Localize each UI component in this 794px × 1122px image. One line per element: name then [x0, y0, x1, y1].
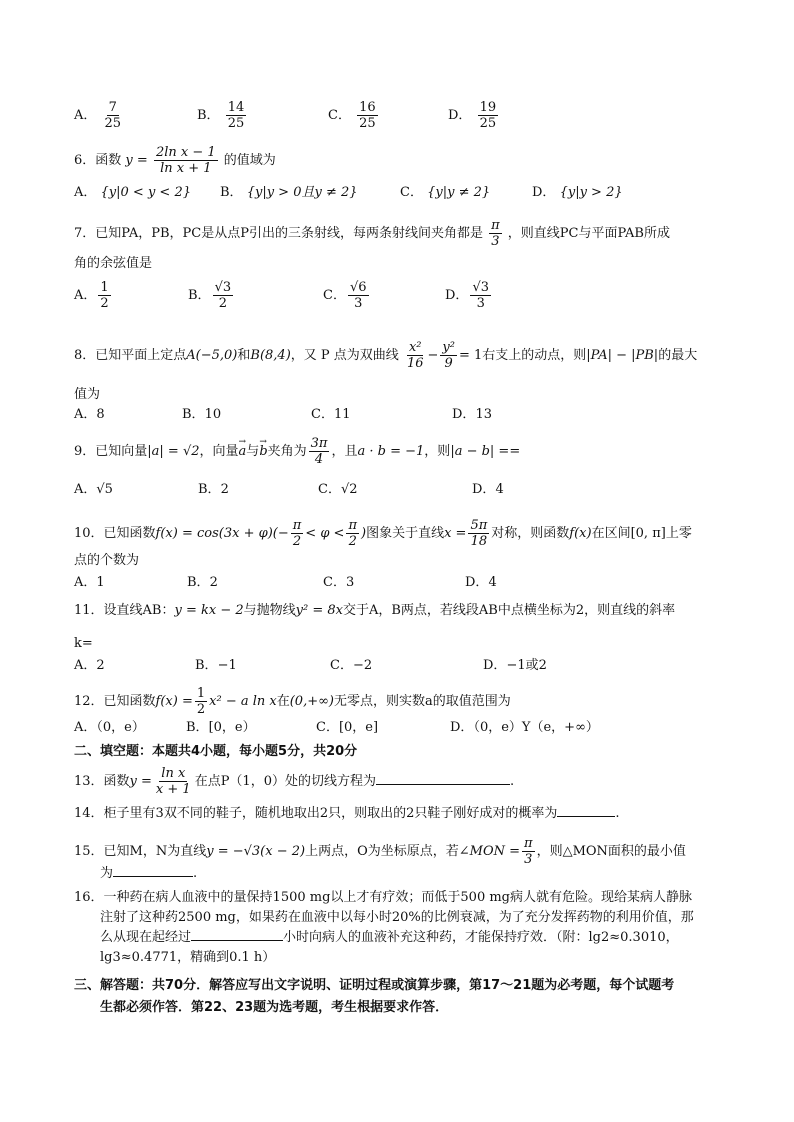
q11-option-c: C．−2	[330, 658, 373, 673]
q7-option-a: A． $\frac{1}{2}$	[74, 280, 109, 311]
q14-answer-blank[interactable]	[557, 816, 615, 817]
q11-stem-line1: 11．设直线AB：y = kx − 2与抛物线y² = 8x交于A，B两点，若线段AB中点横坐标为2，则直线的斜率	[74, 603, 676, 618]
q11-stem-line2: k=	[74, 636, 93, 651]
q7-stem-line1: 7．已知PA，PB，PC是从点P引出的三条射线，每两条射线间夹角都是 $\frac{\pi}{3}$ ，则直线PC与平面PAB所成	[74, 218, 670, 249]
q8-option-c: C．11	[311, 407, 351, 422]
q10-stem-line2: 点的个数为	[74, 553, 140, 568]
q10-option-b: B．2	[187, 575, 218, 590]
q9-option-b: B．2	[198, 482, 229, 497]
q7-option-c: C． $\frac{√6}{3}$	[323, 280, 367, 311]
q10-option-c: C．3	[323, 575, 355, 590]
q15-stem-line1: 15．已知M，N为直线y = −√3(x − 2)上两点，O为坐标原点，若∠MON = $\frac{\pi}{3}$ ，则△MON面积的最小值	[74, 836, 686, 867]
q6-option-c: C． {y|y ≠ 2}	[400, 185, 491, 200]
q16-line3: 么从现在起经过 小时向病人的血液补充这种药，才能保持疗效．（附：lg2≈0.3010，	[100, 930, 679, 945]
q10-option-a: A．1	[74, 575, 105, 590]
q11-option-a: A．2	[74, 658, 105, 673]
q7-stem-line2: 角的余弦值是	[74, 256, 153, 271]
q9-option-c: C．√2	[318, 482, 358, 497]
q13-stem: 13．函数y = $\frac{\text{ln x}}{x + 1}$ 在点P（1，0）处的切线方程为 .	[74, 766, 515, 797]
q15-answer-blank[interactable]	[113, 876, 193, 877]
q10-option-d: D．4	[465, 575, 497, 590]
q8-option-a: A．8	[74, 407, 105, 422]
q16-line1: 16．一种药在病人血液中的量保持1500 mg以上才有疗效；而低于500 mg病人就有危险。现给某病人静脉	[74, 890, 693, 905]
q12-option-d: D．（0，e）Y（e，+∞）	[450, 720, 599, 735]
q10-stem-line1: 10．已知函数f(x) = cos(3x + φ)(− $\frac{\pi}{2}$ < φ < $\frac{\pi}{2}$ )图象关于直线x = $\frac{5\pi}{18}$ 对称，则函数f(x)在区间[0, π]上零	[74, 518, 692, 549]
q5-option-b: B． $\frac{14}{25}$	[197, 100, 245, 131]
q8-option-b: B．10	[182, 407, 222, 422]
q5-option-d: D． $\frac{19}{25}$	[448, 100, 497, 131]
q14-stem: 14．柜子里有3双不同的鞋子，随机地取出2只，则取出的2只鞋子刚好成对的概率为 .	[74, 806, 620, 821]
section-3-heading-line1: 三、解答题：共70分．解答应写出文字说明、证明过程或演算步骤，第17～21题为必考题，每个试题考	[74, 978, 675, 993]
q12-option-c: C．[0，e]	[316, 720, 379, 735]
q7-option-d: D． $\frac{√3}{3}$	[445, 280, 489, 311]
q16-line4: lg3≈0.4771，精确到0.1 h）	[100, 950, 276, 965]
q7-option-b: B． $\frac{√3}{2}$	[188, 280, 232, 311]
q6-stem: 6．函数 y = $\frac{\text{2ln x − 1}}{\text{ln x + 1}}$ 的值域为	[74, 145, 276, 176]
section-2-heading: 二、填空题：本题共4小题，每小题5分，共20分	[74, 744, 358, 759]
q16-answer-blank[interactable]	[191, 940, 283, 941]
q12-option-a: A．（0，e）	[74, 720, 145, 735]
q9-option-a: A．√5	[74, 482, 113, 497]
q12-option-b: B．[0，e）	[186, 720, 256, 735]
q15-stem-line2: 为 .	[100, 866, 198, 881]
q6-option-a: A． {y|0 < y < 2}	[74, 185, 191, 200]
q8-option-d: D．13	[452, 407, 492, 422]
q9-option-d: D．4	[472, 482, 504, 497]
q9-stem: 9．已知向量|a| = √2，向量→ a与→ b夹角为 $\frac{3\pi}{4}$ ，且a · b = −1，则|a − b| ==	[74, 436, 520, 467]
q6-option-b: B． {y|y > 0且y ≠ 2}	[220, 185, 358, 200]
q11-option-b: B．−1	[195, 658, 237, 673]
q12-stem: 12．已知函数f(x) = $\frac{1}{2}$ x² − a ln x在(0,+∞)无零点，则实数a的取值范围为	[74, 686, 511, 717]
q8-stem-line1: 8．已知平面上定点A(−5,0)和B(8,4)，又 P 点为双曲线 $\frac{\text{x²}}{16}$ − $\frac{\text{y²}}{9}$ = 1右支上的动点，则|PA| − |PB|的最大	[74, 340, 698, 371]
q8-stem-line2: 值为	[74, 387, 101, 402]
section-3-heading-line2: 生都必须作答．第22、23题为选考题，考生根据要求作答．	[100, 1000, 449, 1015]
q5-option-c: C． $\frac{16}{25}$	[328, 100, 376, 131]
q13-answer-blank[interactable]	[376, 784, 510, 785]
q11-option-d: D．−1或2	[483, 658, 547, 673]
q5-option-a: A． $\frac{7}{25}$	[74, 100, 122, 131]
q6-option-d: D． {y|y > 2}	[532, 185, 623, 200]
q16-line2: 注射了这种药2500 mg，如果药在血液中以每小时20%的比例衰减，为了充分发挥药物的利用价值，那	[100, 910, 694, 925]
